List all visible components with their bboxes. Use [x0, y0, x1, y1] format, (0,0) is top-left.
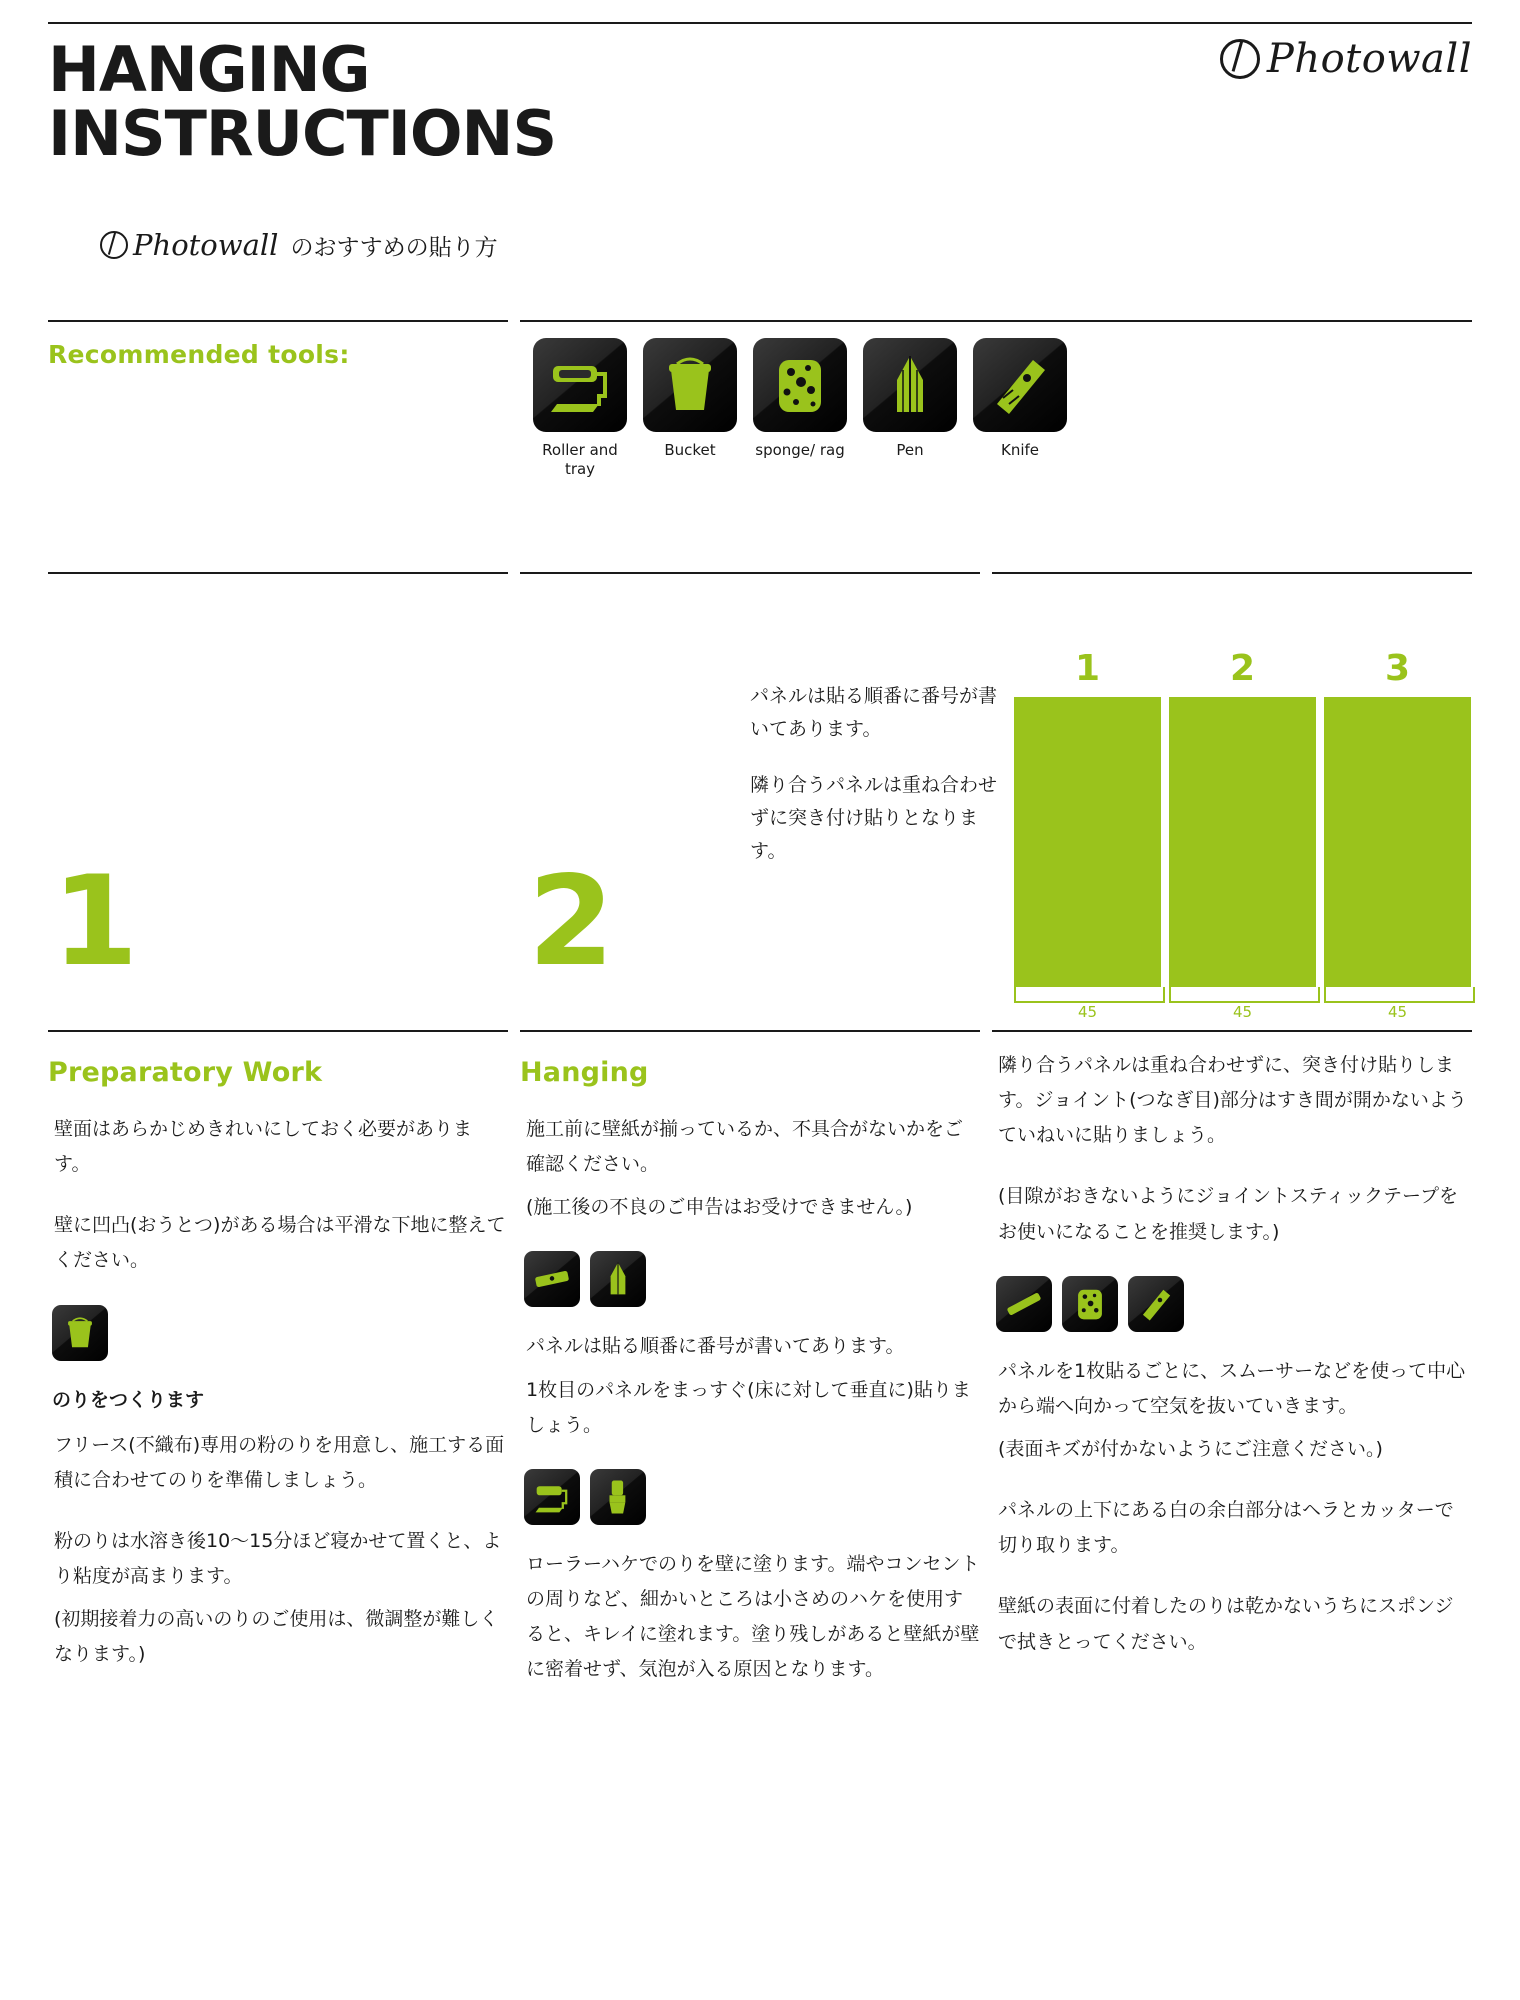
measure-brace-icon — [1169, 987, 1320, 1003]
tool-item — [643, 338, 737, 479]
joint-icon-row — [996, 1276, 1472, 1332]
tools-divider-right — [520, 320, 1472, 322]
knife-icon — [1128, 1276, 1184, 1332]
joint-paragraph-1: 隣り合うパネルは重ね合わせずに、突き付け貼りします。ジョイント(つなぎ目)部分はすき間が開かないようていねいに貼りましょう。 — [998, 1054, 1467, 1147]
column-divider-1 — [48, 1030, 508, 1032]
photowall-small-logo-icon — [100, 231, 128, 259]
photowall-logo-text: Photowall — [1266, 36, 1472, 82]
hanging-paragraph-3: パネルは貼る順番に番号が書いてあります。 — [526, 1335, 905, 1358]
panel-measure — [1169, 987, 1316, 1029]
mid-divider-3 — [992, 572, 1472, 574]
joint-paragraph-4: (表面キズが付かないようにご注意ください。) — [998, 1437, 1383, 1460]
hanging-paragraph-1: 施工前に壁紙が揃っているか、不具合がないかをご確認ください。 — [526, 1117, 964, 1176]
prep-paragraph-2: 壁に凹凸(おうとつ)がある場合は平滑な下地に整えてください。 — [54, 1214, 506, 1272]
tool-item — [533, 338, 627, 479]
panel-box — [1014, 697, 1161, 987]
measure-value: 45 — [1232, 1003, 1253, 1021]
joint-paragraph-6: 壁紙の表面に付着したのりは乾かないうちにスポンジで拭きとってください。 — [998, 1595, 1454, 1653]
panel-column — [1014, 648, 1161, 1029]
panel-column — [1169, 648, 1316, 1029]
bucket-icon — [643, 338, 737, 432]
column-divider-2 — [520, 1030, 980, 1032]
hanging-paragraph-4: 1枚目のパネルをまっすぐ(床に対して垂直に)貼りましょう。 — [526, 1378, 971, 1436]
column-divider-3 — [992, 1030, 1472, 1032]
prep-paragraph-4: フリース(不織布)専用の粉のりを用意し、施工する面積に合わせてのりを準備しましょう。 — [54, 1433, 505, 1491]
pen-icon — [863, 338, 957, 432]
joint-paragraph-2: (目隙がおきないようにジョイントスティックテープをお使いになることを推奨します。) — [998, 1185, 1458, 1243]
tool-caption: Knife — [1000, 441, 1040, 459]
page-title — [48, 33, 557, 171]
panel-note-1: パネルは貼る順番に番号が書いてあります。 — [750, 685, 998, 741]
panel-measure — [1014, 987, 1161, 1029]
title-line-1: HANGING — [48, 33, 370, 106]
prep-paragraph-1: 壁面はあらかじめきれいにしておく必要があります。 — [54, 1117, 473, 1176]
subtitle — [100, 228, 498, 262]
subtitle-logo — [100, 228, 278, 262]
tools-divider-left — [48, 320, 508, 322]
hanging-paragraph-5: ローラーハケでのりを壁に塗ります。端やコンセントの周りなど、細かいところは小さめのハケを使用すると、キレイに塗れます。塗り残しがあると壁紙が壁に密着せず、気泡が入る原因となります。 — [526, 1552, 980, 1681]
hanging-icon-row-b — [524, 1469, 980, 1525]
subtitle-logo-text: Photowall — [133, 228, 279, 262]
panel-measure — [1324, 987, 1471, 1029]
measure-value: 45 — [1077, 1003, 1098, 1021]
joint-paragraph-5: パネルの上下にある白の余白部分はヘラとカッターで切り取ります。 — [998, 1499, 1454, 1557]
level-icon — [524, 1251, 580, 1307]
tool-item — [863, 338, 957, 479]
roller-icon — [524, 1469, 580, 1525]
recommended-tools-label: Recommended tools: — [48, 340, 350, 369]
tool-caption: sponge/ rag — [755, 441, 845, 459]
tool-caption: Roller and tray — [542, 441, 618, 478]
panel-number: 2 — [1229, 648, 1256, 689]
photowall-logo-icon — [1220, 39, 1260, 79]
brush-icon — [590, 1469, 646, 1525]
column-heading-preparatory: Preparatory Work — [48, 1057, 323, 1088]
measure-brace-icon — [1324, 987, 1475, 1003]
top-divider — [48, 22, 1472, 24]
hanging-icon-row-a — [524, 1251, 980, 1307]
joint-paragraph-3: パネルを1枚貼るごとに、スムーサーなどを使って中心から端へ向かって空気を抜いていきます。 — [998, 1359, 1466, 1417]
panel-diagram — [1014, 648, 1471, 1029]
mid-divider-1 — [48, 572, 508, 574]
panel-number: 3 — [1384, 648, 1411, 689]
prep-paragraph-5: 粉のりは水溶き後10〜15分ほど寝かせて置くと、より粘度が高まります。 — [54, 1529, 502, 1588]
panel-column — [1324, 648, 1471, 1029]
sponge-icon — [1062, 1276, 1118, 1332]
bucket-icon — [52, 1305, 108, 1361]
pen-icon — [590, 1251, 646, 1307]
panel-diagram-note — [750, 680, 1000, 890]
panel-box — [1324, 697, 1471, 987]
column-preparatory-work — [48, 1048, 508, 1698]
sponge-icon — [753, 338, 847, 432]
tool-caption: Pen — [896, 441, 924, 459]
measure-brace-icon — [1014, 987, 1165, 1003]
step-number-1: 1 — [52, 850, 139, 994]
subtitle-text: のおすすめの貼り方 — [290, 234, 498, 261]
step-number-2: 2 — [528, 850, 615, 994]
panel-box — [1169, 697, 1316, 987]
recommended-tools-list — [533, 338, 1067, 479]
column-heading-hanging: Hanging — [520, 1057, 649, 1088]
photowall-logo — [1220, 36, 1472, 82]
smoother-icon — [996, 1276, 1052, 1332]
roller-icon — [533, 338, 627, 432]
prep-icon-row — [52, 1305, 508, 1361]
mid-divider-2 — [520, 572, 980, 574]
panel-number: 1 — [1074, 648, 1101, 689]
hanging-paragraph-2: (施工後の不良のご申告はお受けできません。) — [526, 1196, 913, 1219]
column-joints — [992, 1048, 1472, 1686]
knife-icon — [973, 338, 1067, 432]
prep-subheading: のりをつくります — [52, 1388, 205, 1411]
panel-note-2: 隣り合うパネルは重ね合わせずに突き付け貼りとなります。 — [750, 773, 998, 862]
tool-item — [753, 338, 847, 479]
column-hanging — [520, 1048, 980, 1713]
prep-paragraph-6: (初期接着力の高いのりのご使用は、微調整が難しくなります。) — [54, 1608, 499, 1666]
tool-item — [973, 338, 1067, 479]
measure-value: 45 — [1387, 1003, 1408, 1021]
title-line-2: INSTRUCTIONS — [48, 97, 557, 171]
tool-caption: Bucket — [664, 441, 716, 459]
